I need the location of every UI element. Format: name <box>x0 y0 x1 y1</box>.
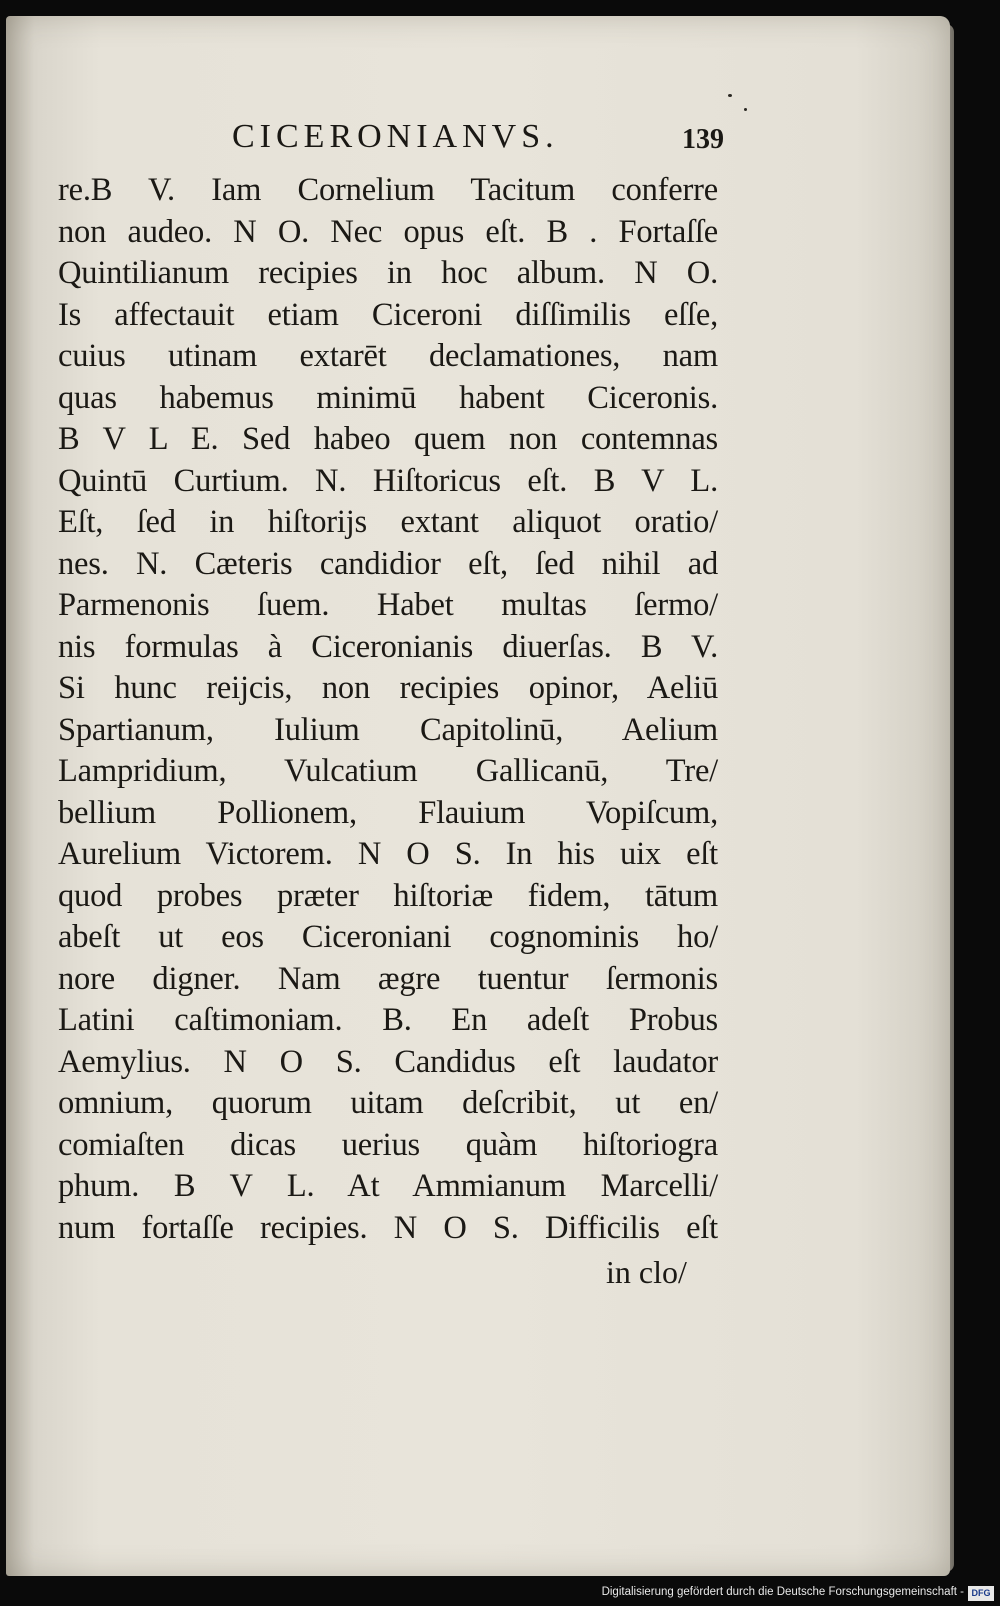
text-line: num fortaſſe recipies. N O S. Difficilis eſt <box>58 1209 718 1246</box>
text-line: Quintū Curtium. N. Hiſtoricus eſt. B V L. <box>58 462 718 499</box>
text-line: omnium, quorum uitam deſcribit, ut en/ <box>58 1085 718 1121</box>
body-text <box>58 170 718 1249</box>
text-line: re.B V. Iam Cornelium Tacitum conferre <box>58 172 718 208</box>
text-line: Spartianum, Iulium Capitolinū, Aelium <box>58 711 718 748</box>
text-line: Quintilianum recipies in hoc album. N O. <box>58 255 718 291</box>
text-line: comiaſten dicas uerius quàm hiſtoriogra <box>58 1126 718 1163</box>
text-line: abeſt ut eos Ciceroniani cognominis ho/ <box>58 919 718 955</box>
text-line: quas habemus minimū habent Ciceronis. <box>58 379 718 416</box>
text-line: quod probes præter hiſtoriæ fidem, tātum <box>58 877 718 914</box>
text-line: nes. N. Cæteris candidior eſt, ſed nihil ad <box>58 545 718 582</box>
page-number: 139 <box>682 124 724 155</box>
text-line: Latini caſtimoniam. B. En adeſt Probus <box>58 1002 718 1038</box>
text-line: B V L E. Sed habeo quem non contemnas <box>58 421 718 457</box>
text-line: bellium Pollionem, Flauium Vopiſcum, <box>58 794 718 831</box>
text-line: phum. B V L. At Ammianum Marcelli/ <box>58 1168 718 1204</box>
text-line: Is affectauit etiam Ciceroni diſſimilis eſſe, <box>58 296 718 333</box>
running-head: CICERONIANVS. <box>232 118 559 155</box>
text-line: Aurelium Victorem. N O S. In his uix eſt <box>58 836 718 872</box>
text-line: nis formulas à Ciceronianis diuerſas. B V. <box>58 628 718 665</box>
text-line: Eſt, ſed in hiſtorijs extant aliquot oratio/ <box>58 504 718 540</box>
text-line: nore digner. Nam ægre tuentur ſermonis <box>58 960 718 997</box>
text-line: Si hunc reijcis, non recipies opinor, Aeliū <box>58 670 718 706</box>
ink-speck <box>728 94 732 97</box>
text-line: non audeo. N O. Nec opus eſt. B . Fortaſſe <box>58 213 718 250</box>
catchword: in clo/ <box>606 1254 687 1290</box>
digitization-credit: Digitalisierung gefördert durch die Deutsche Forschungsgemeinschaft - <box>601 1586 964 1598</box>
text-line: Parmenonis ſuem. Habet multas ſermo/ <box>58 587 718 623</box>
text-line: Aemylius. N O S. Candidus eſt laudator <box>58 1043 718 1080</box>
text-line: cuius utinam extarēt declamationes, nam <box>58 338 718 374</box>
dfg-logo: DFG <box>968 1586 994 1601</box>
text-line: Lampridium, Vulcatium Gallicanū, Tre/ <box>58 753 718 789</box>
ink-speck <box>744 108 747 111</box>
